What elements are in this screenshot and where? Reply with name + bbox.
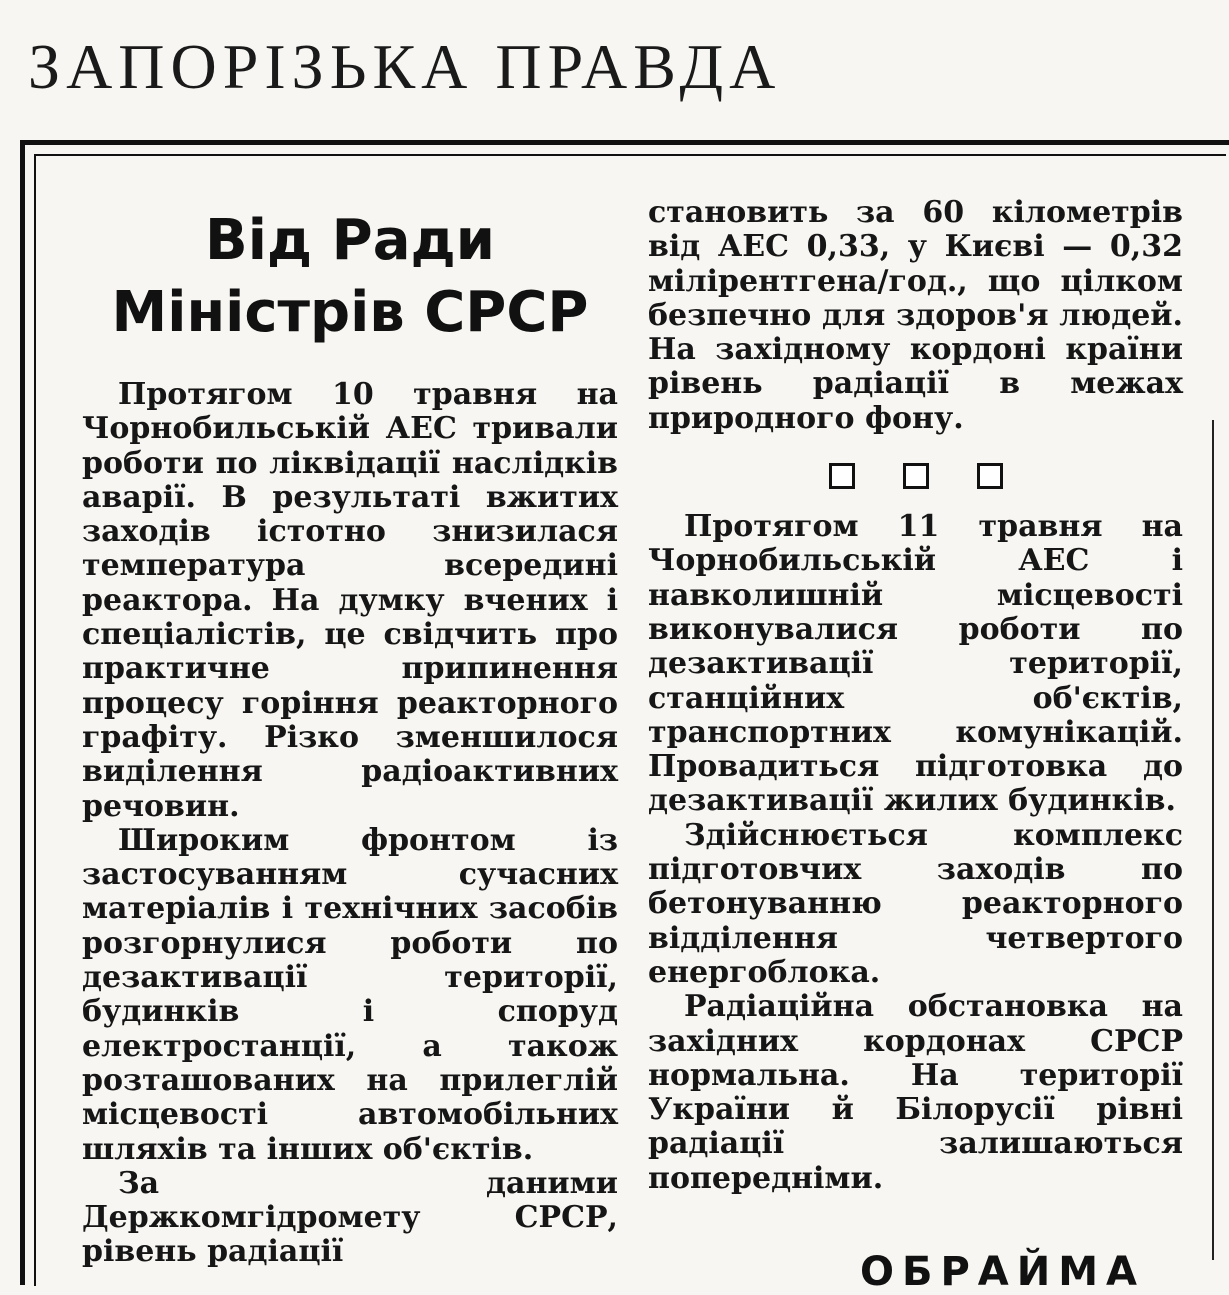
article-right-column	[648, 196, 1183, 1196]
headline-line-1: Від Ради	[205, 208, 495, 273]
article-paragraph: Протягом 11 травня на Чорнобильській АЕС і навколишній місцевості виконувалися роботи по дезактивації території, станційних об'єктів, транспортних комунікацій. Провадиться підготовка до дезактивації жилих будинків.	[648, 509, 1183, 819]
square-outline-icon	[829, 463, 855, 489]
article-paragraph-continuation: становить за 60 кілометрів від АЕС 0,33, у Києві — 0,32 мілірентгена/год., що цілком безпечно для здоров'я людей. На західному кордоні країни рівень радіації в межах природного фону.	[648, 195, 1183, 436]
cut-off-heading-text: ОБРАЙМА	[860, 1249, 1146, 1295]
square-outline-icon	[977, 463, 1003, 489]
article-paragraph: Радіаційна обстановка на західних кордонах СРСР нормальна. На території України й Білорусії рівні радіації залишаються попередніми.	[648, 989, 1183, 1196]
article-paragraph: За даними Держкомгідромету СРСР, рівень радіації	[82, 1165, 618, 1270]
article-headline	[60, 205, 640, 349]
adjacent-column-edge	[1212, 420, 1226, 1260]
article-paragraph: Протягом 10 травня на Чорнобильській АЕС тривали роботи по ліквідації наслідків аварії. В результаті вжитих заходів істотно знизилася температура всередині реактора. На думку вчених і спеціалістів, це свідчить про практичне припинення процесу горіння реакторного графіту. Різко зменшилося виділення радіоактивних речовин.	[82, 377, 618, 824]
article-paragraph: Широким фронтом із застосуванням сучасних матеріалів і технічних засобів розгорнулися роботи по дезактивації території, будинків і споруд електростанції, а також розташованих на прилеглій місцевості автомобільних шляхів та інших об'єктів.	[82, 822, 618, 1167]
article-left-column	[82, 378, 618, 1270]
headline-line-2: Міністрів СРСР	[111, 280, 589, 345]
cut-off-heading	[860, 1249, 1160, 1295]
newspaper-masthead: ЗАПОРІЗЬКА ПРАВДА	[28, 31, 782, 102]
section-separator	[648, 458, 1183, 484]
square-outline-icon	[903, 463, 929, 489]
article-paragraph: Здійснюється комплекс підготовчих заходів по бетонуванню реакторного відділення четвертого енергоблока.	[648, 817, 1183, 990]
